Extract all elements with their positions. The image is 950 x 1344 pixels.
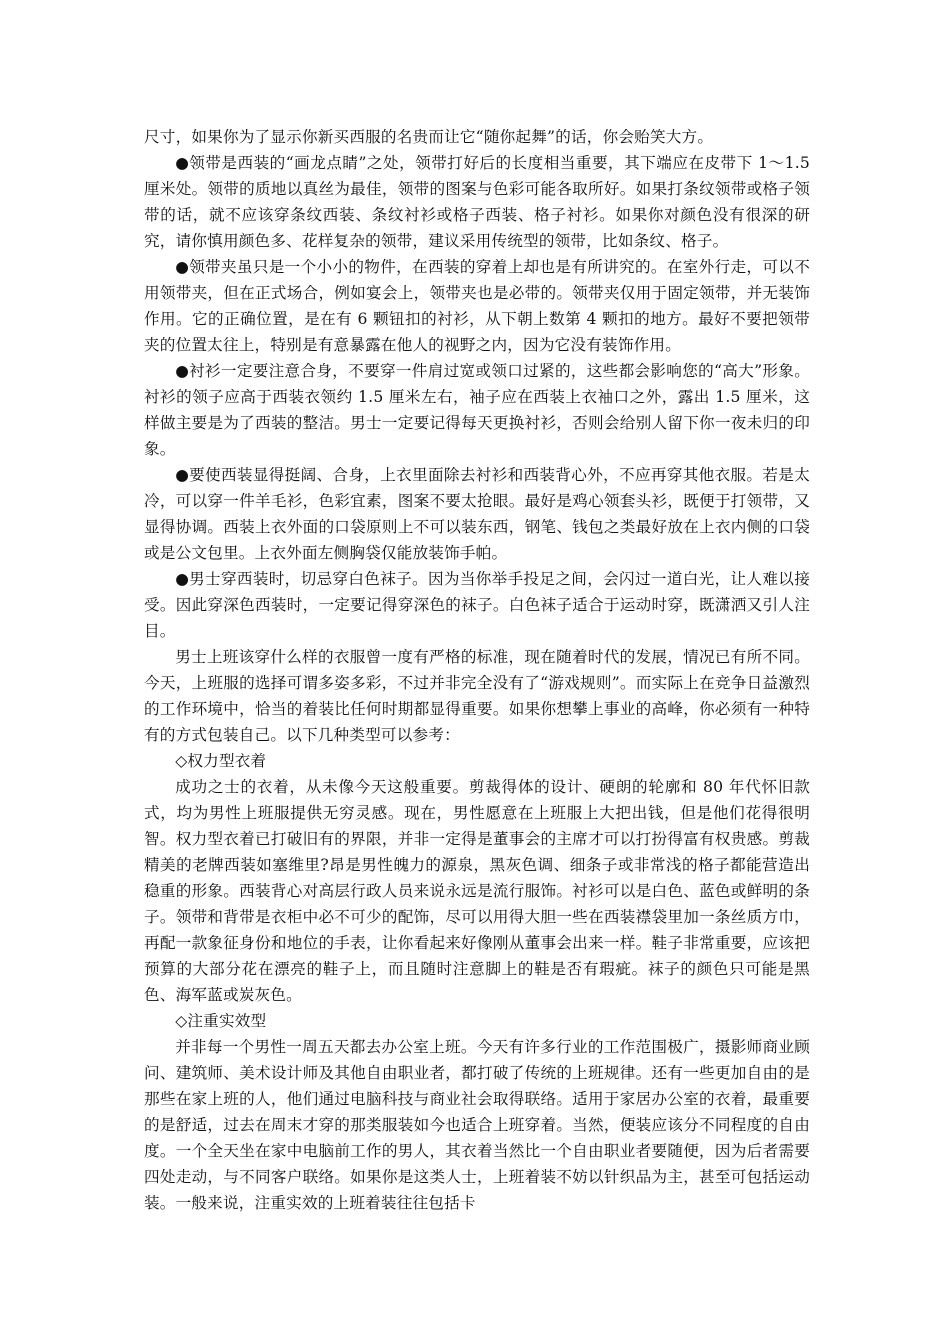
paragraph-socks: ●男士穿西装时，切忌穿白色袜子。因为当你举手投足之间，会闪过一道白光，让人难以接受。因此穿深色西装时，一定要记得穿深色的袜子。白色袜子适合于运动时穿，既潇洒又引人注目。 — [144, 570, 810, 640]
section-heading-practical: ◇注重实效型 — [175, 1012, 267, 1030]
paragraph-work-attire-intro: 男士上班该穿什么样的衣服曾一度有严格的标准，现在随着时代的发展，情况已有所不同。今天，上班服的选择可谓多姿多彩，不过并非完全没有了“游戏规则”。而实际上在竞争日益激烈的工作环境中，恰当的着装比任何时期都显得重要。如果你想攀上事业的高峰，你必须有一种特有的方式包装自己。以下几种类型可以参考： — [144, 648, 810, 744]
document-page — [144, 124, 810, 1216]
paragraph-shirt: ●衬衫一定要注意合身，不要穿一件肩过宽或领口过紧的，这些都会影响您的“高大”形象。衬衫的领子应高于西装衣领约 1.5 厘米左右，袖子应在西装上衣袖口之外，露出 1.5 厘米，这样做主要是为了西装的整洁。男士一定要记得每天更换衬衫，否则会给别人留下你一夜未归的印象。 — [144, 362, 810, 458]
paragraph-layering: ●要使西装显得挺阔、合身，上衣里面除去衬衫和西装背心外，不应再穿其他衣服。若是太冷，可以穿一件羊毛衫，色彩宜素，图案不要太抢眼。最好是鸡心领套头衫，既便于打领带，又显得协调。西装上衣外面的口袋原则上不可以装东西，钢笔、钱包之类最好放在上衣内侧的口袋或是公文包里。上衣外面左侧胸袋仅能放装饰手帕。 — [144, 466, 810, 562]
paragraph-size-continuation: 尺寸，如果你为了显示你新买西服的名贵而让它“随你起舞”的话，你会贻笑大方。 — [144, 128, 714, 146]
paragraph-tie-clip: ●领带夹虽只是一个小小的物件，在西装的穿着上却也是有所讲究的。在室外行走，可以不用领带夹，但在正式场合，例如宴会上，领带夹也是必带的。领带夹仅用于固定领带，并无装饰作用。它的正确位置，是在有 6 颗钮扣的衬衫，从下朝上数第 4 颗扣的地方。最好不要把领带夹的位置太往上，特别是有意暴露在他人的视野之内，因为它没有装饰作用。 — [144, 258, 810, 354]
section-heading-power-dressing: ◇权力型衣着 — [175, 752, 267, 770]
paragraph-practical: 并非每一个男性一周五天都去办公室上班。今天有许多行业的工作范围极广，摄影师商业顾问、建筑师、美术设计师及其他自由职业者，都打破了传统的上班规律。还有一些更加自由的是那些在家上班的人，他们通过电脑科技与商业社会取得联络。适用于家居办公室的衣着，最重要的是舒适，过去在周末才穿的那类服装如今也适合上班穿着。当然，便装应该分不同程度的自由度。一个全天坐在家中电脑前工作的男人，其衣着当然比一个自由职业者要随便，因为后者需要四处走动，与不同客户联络。如果你是这类人士，上班着装不妨以针织品为主，甚至可包括运动装。一般来说，注重实效的上班着装往往包括卡 — [144, 1038, 810, 1212]
paragraph-power-dressing: 成功之士的衣着，从未像今天这般重要。剪裁得体的设计、硬朗的轮廓和 80 年代怀旧款式，均为男性上班服提供无穷灵感。现在，男性愿意在上班服上大把出钱，但是他们花得很明智。权力型衣着已打破旧有的界限，并非一定得是董事会的主席才可以打扮得富有权贵感。剪裁精美的老牌西装如塞维里?昂是男性魄力的源泉，黑灰色调、细条子或非常浅的格子都能营造出稳重的形象。西装背心对高层行政人员来说永远是流行服饰。衬衫可以是白色、蓝色或鲜明的条子。领带和背带是衣柜中必不可少的配饰，尽可以用得大胆一些在西装襟袋里加一条丝质方巾，再配一款象征身份和地位的手表，让你看起来好像刚从董事会出来一样。鞋子非常重要，应该把预算的大部分花在漂亮的鞋子上，而且随时注意脚上的鞋是否有瑕疵。袜子的颜色只可能是黑色、海军蓝或炭灰色。 — [144, 778, 810, 1004]
paragraph-tie: ●领带是西装的“画龙点睛”之处，领带打好后的长度相当重要，其下端应在皮带下 1～1.5 厘米处。领带的质地以真丝为最佳，领带的图案与色彩可能各取所好。如果打条纹领带或格子领带的话，就不应该穿条纹西装、条纹衬衫或格子西装、格子衬衫。如果你对颜色没有很深的研究，请你慎用颜色多、花样复杂的领带，建议采用传统型的领带，比如条纹、格子。 — [144, 154, 811, 250]
